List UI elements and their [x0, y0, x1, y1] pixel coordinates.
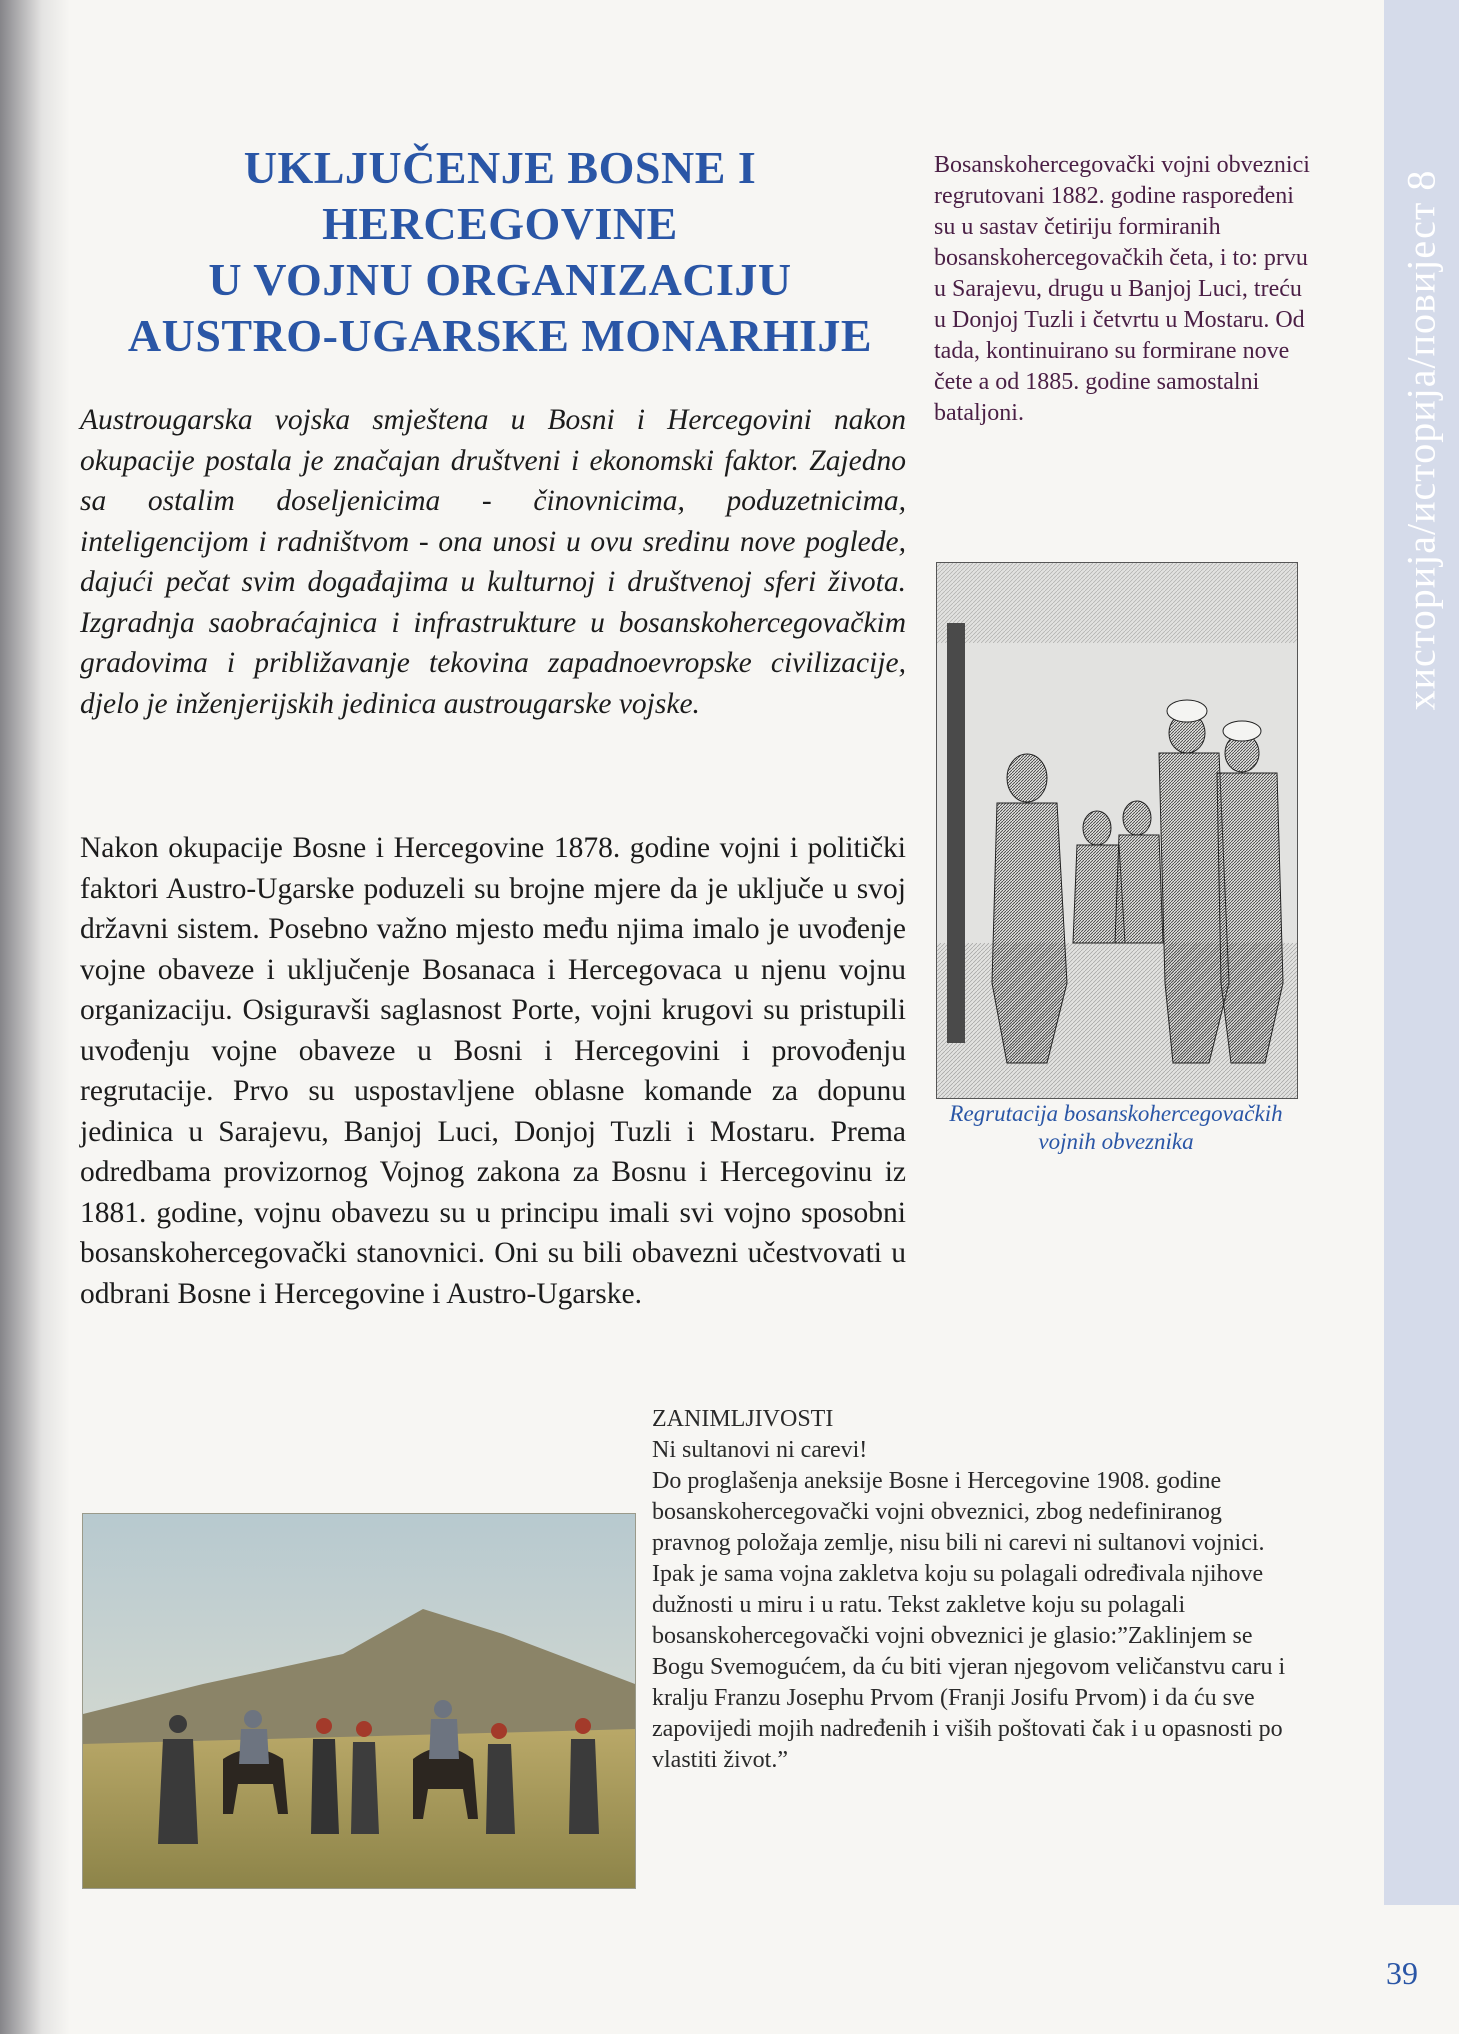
fun-facts-label: ZANIMLJIVOSTI [652, 1406, 834, 1432]
chapter-side-tab-label: хисторија/историја/повијест 8 [1398, 169, 1444, 711]
sidenote-text: Bosanskohercegovački vojni obveznici regrutovani 1882. godine raspoređeni su u sastav četiriju formiranih bosanskohercegovačkih četa, i to: prvu u Sarajevu, drugu u Banjoj Luci, treću u Donjoj Tuzli i četvrtu u Mostaru. Od tada, kontinuirano su formirane nove čete a od 1885. godine samostalni bataljoni. [934, 152, 1310, 426]
fun-facts-text: Do proglašenja aneksije Bosne i Hercegovine 1908. godine bosanskohercegovački vojni obveznici, zbog nedefiniranog pravnog položaja zemlje, nisu bili ni carevi ni sultanovi vojnici. Ipak je sama vojna zakletva koju su polagali određivala njihove dužnosti u miru i u ratu. Tekst zakletve koju su polagali bosanskohercegovački vojni obveznici je glasio:”Zaklinjem se Bogu Svemogućem, da ću biti vjeran njegovom veličanstvu caru i kralju Franzu Josephu Prvom (Franji Josifu Prvom) i da ću sve zapovijedi mojih nadređenih i viših poštovati čak i u opasnosti po vlastiti život.” [652, 1468, 1286, 1773]
fun-facts-box [652, 1404, 1292, 1776]
cavalry-painting [82, 1513, 636, 1889]
title-line-2: U VOJNU ORGANIZACIJU [208, 254, 792, 305]
title-line-3: AUSTRO-UGARSKE MONARHIJE [127, 310, 873, 361]
body-paragraph: Nakon okupacije Bosne i Hercegovine 1878. godine vojni i politički faktori Austro-Ugarske poduzeli su brojne mjere da je uključe u svoj državni sistem. Posebno važno mjesto među njima imalo je uvođenje vojne obaveze i uključenje Bosanaca i Hercegovaca u njenu vojnu organizaciju. Osiguravši saglasnost Porte, vojni krugovi su pristupili uvođenju vojne obaveze u Bosni i Hercegovini i provođenju regrutacije. Prvo su uspostavljene oblasne komande za dopunu jedinica u Sarajevu, Banjoj Luci, Donjoj Tuzli i Mostaru. Prema odredbama provizornog Vojnog zakona za Bosnu i Hercegovinu iz 1881. godine, vojnu obavezu su u principu imali svi vojno sposobni bosanskohercegovački stanovnici. Oni su bili obavezni učestvovati u odbrani Bosne i Hercegovine i Austro-Ugarske. [80, 832, 906, 1310]
recruitment-illustration [936, 562, 1298, 1099]
book-spine-shadow [0, 0, 70, 2034]
fun-facts-heading: Ni sultanovi ni carevi! [652, 1437, 868, 1463]
title-line-1: UKLJUČENJE BOSNE I HERCEGOVINE [243, 142, 757, 249]
illustration-caption: Regrutacija bosanskohercegovačkih vojnih obveznika [949, 1101, 1283, 1154]
page-title [80, 140, 920, 364]
page-number: 39 [1386, 1955, 1418, 1991]
intro-paragraph: Austrougarska vojska smještena u Bosni i Hercegovini nakon okupacije postala je značajan društveni i ekonomski faktor. Zajedno sa ostalim doseljenicima - činovnicima, poduzetnicima, inteligencijom i radništvom - ona unosi u ovu sredinu nove poglede, dajući pečat svim događajima u kulturnoj i društvenoj sferi života. Izgradnja saobraćajnica i infrastrukture u bosanskohercegovačkim gradovima i približavanje tekovina zapadnoevropske civilizacije, djelo je inženjerijskih jedinica austrougarske vojske. [80, 404, 906, 720]
